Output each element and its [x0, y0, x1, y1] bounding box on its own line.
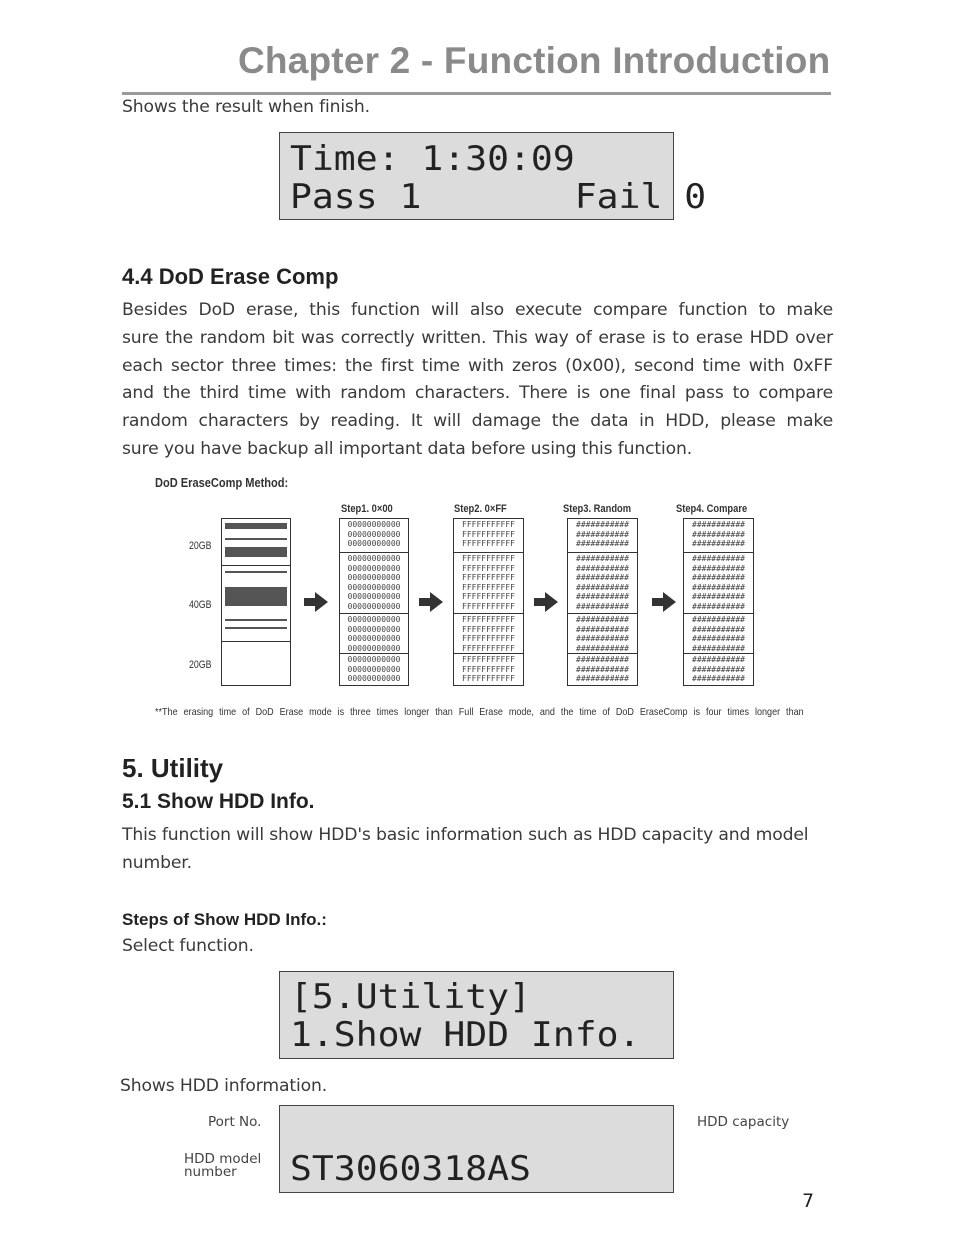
- pattern-line: 00000000000: [347, 539, 401, 548]
- size-label-40gb: 40GB: [189, 599, 212, 611]
- hdd-segment: [225, 523, 287, 529]
- pattern-block: [454, 553, 523, 614]
- lcd-utility-line: [5.Utility]: [290, 977, 531, 1017]
- pattern-line: 00000000000: [347, 664, 401, 674]
- pattern-line: FFFFFFFFFFF: [462, 554, 515, 563]
- hdd-disk-diagram: [221, 518, 291, 686]
- diagram-footnote: **The erasing time of DoD Erase mode is three times longer than Full Erase mode, and the time of DoD EraseComp is four times longer than: [155, 706, 804, 718]
- pattern-line: ###########: [692, 615, 745, 624]
- hdd-segment: [225, 619, 287, 621]
- lcd-show-hdd-info-line: 1.Show HDD Info.: [290, 1015, 641, 1055]
- pattern-line: ###########: [692, 529, 745, 539]
- pattern-line: FFFFFFFFFFF: [462, 601, 515, 611]
- pattern-line: FFFFFFFFFFF: [462, 655, 515, 664]
- step2-pattern-column: [453, 518, 524, 686]
- show-hdd-info-caption: Shows HDD information.: [120, 1076, 328, 1096]
- pattern-block: [568, 654, 637, 687]
- pattern-line: 00000000000: [347, 520, 401, 529]
- pattern-block: [454, 614, 523, 654]
- step4-pattern-column: [683, 518, 754, 686]
- pattern-line: ###########: [692, 520, 745, 529]
- paragraph-line: Besides DoD erase, this function will also execute compare function to make: [122, 300, 833, 320]
- section-heading-dod-comp: 4.4 DoD Erase Comp: [122, 264, 339, 289]
- pattern-line: 00000000000: [347, 643, 401, 653]
- pattern-line: 00000000000: [347, 615, 401, 624]
- utility-paragraph-line: This function will show HDD's basic information such as HDD capacity and model: [122, 825, 809, 845]
- hdd-divider: [222, 565, 290, 566]
- pattern-line: ###########: [692, 592, 745, 601]
- right-arrow-icon: [534, 592, 558, 612]
- pattern-line: ###########: [692, 634, 745, 643]
- pattern-line: FFFFFFFFFFF: [462, 520, 515, 529]
- pattern-line: FFFFFFFFFFF: [462, 529, 515, 539]
- pattern-line: ###########: [576, 624, 629, 634]
- pattern-line: ###########: [692, 655, 745, 664]
- pattern-line: ###########: [692, 624, 745, 634]
- steps-heading: Steps of Show HDD Info.:: [122, 910, 327, 929]
- hdd-capacity-label: HDD capacity: [697, 1114, 790, 1130]
- page-number: 7: [802, 1190, 815, 1212]
- lcd-utility-display: [279, 971, 674, 1059]
- pattern-line: ###########: [576, 643, 629, 653]
- paragraph-line: each sector three times: the first time with zeros (0x00), second time with 0xFF: [122, 355, 833, 376]
- pattern-line: FFFFFFFFFFF: [462, 582, 515, 592]
- pattern-line: 00000000000: [347, 674, 401, 683]
- lcd-pass-fail-line: Pass 1 Fail 0: [290, 177, 707, 217]
- pattern-line: ###########: [576, 563, 629, 573]
- pattern-line: FFFFFFFFFFF: [462, 563, 515, 573]
- hdd-segment: [225, 587, 287, 606]
- pattern-line: ###########: [576, 674, 629, 683]
- chapter-title: Chapter 2 - Function Introduction: [238, 40, 831, 81]
- step3-pattern-column: [567, 518, 638, 686]
- pattern-line: ###########: [576, 539, 629, 548]
- size-label-20gb-bottom: 20GB: [189, 659, 212, 671]
- pattern-line: ###########: [576, 655, 629, 664]
- pattern-line: 00000000000: [347, 624, 401, 634]
- select-function-caption: Select function.: [122, 936, 254, 956]
- pattern-line: ###########: [576, 554, 629, 563]
- result-caption: Shows the result when finish.: [122, 97, 370, 117]
- pattern-line: FFFFFFFFFFF: [462, 643, 515, 653]
- pattern-block: [568, 519, 637, 553]
- hdd-model-label-2: number: [184, 1164, 237, 1180]
- pattern-line: 00000000000: [347, 634, 401, 643]
- paragraph-line: sure the random bit was correctly written. This way of erase is to erase HDD over: [122, 327, 833, 348]
- paragraph-line: sure you have backup all important data before using this function.: [122, 438, 693, 459]
- pattern-block: [684, 614, 753, 654]
- pattern-line: 00000000000: [347, 582, 401, 592]
- pattern-line: 00000000000: [347, 592, 401, 601]
- pattern-line: ###########: [692, 539, 745, 548]
- pattern-line: FFFFFFFFFFF: [462, 592, 515, 601]
- step4-label: Step4. Compare: [676, 503, 748, 515]
- pattern-block: [454, 654, 523, 687]
- pattern-line: ###########: [692, 674, 745, 683]
- lcd-hdd-info-display: [279, 1105, 674, 1193]
- pattern-block: [340, 654, 408, 687]
- pattern-line: ###########: [576, 634, 629, 643]
- pattern-block: [684, 553, 753, 614]
- pattern-line: FFFFFFFFFFF: [462, 539, 515, 548]
- pattern-line: 00000000000: [347, 601, 401, 611]
- pattern-line: ###########: [692, 563, 745, 573]
- pattern-line: 00000000000: [347, 655, 401, 664]
- step1-label: Step1. 0×00: [341, 503, 393, 515]
- pattern-line: ###########: [692, 573, 745, 582]
- pattern-line: ###########: [576, 592, 629, 601]
- pattern-block: [340, 614, 408, 654]
- pattern-line: ###########: [576, 582, 629, 592]
- port-number-label: Port No.: [208, 1114, 262, 1130]
- pattern-line: ###########: [692, 582, 745, 592]
- right-arrow-icon: [419, 592, 443, 612]
- hdd-segment: [225, 627, 287, 629]
- lcd-result-display: [279, 132, 707, 220]
- pattern-line: ###########: [576, 529, 629, 539]
- pattern-block: [684, 654, 753, 687]
- pattern-line: ###########: [576, 615, 629, 624]
- dod-comp-paragraph: [122, 297, 833, 464]
- size-label-20gb-top: 20GB: [189, 540, 212, 552]
- hdd-divider: [222, 641, 290, 642]
- utility-paragraph-line: number.: [122, 853, 192, 873]
- right-arrow-icon: [652, 592, 676, 612]
- step2-label: Step2. 0×FF: [454, 503, 507, 515]
- pattern-line: FFFFFFFFFFF: [462, 624, 515, 634]
- diagram-title: DoD EraseComp Method:: [155, 475, 289, 490]
- right-arrow-icon: [304, 592, 328, 612]
- step3-label: Step3. Random: [563, 503, 632, 515]
- pattern-line: ###########: [692, 643, 745, 653]
- pattern-line: ###########: [692, 554, 745, 563]
- hdd-model-label: HDD model: [184, 1151, 262, 1167]
- pattern-line: ###########: [576, 520, 629, 529]
- pattern-line: FFFFFFFFFFF: [462, 615, 515, 624]
- hdd-segment: [225, 547, 287, 557]
- hdd-segment: [225, 571, 287, 573]
- pattern-block: [684, 519, 753, 553]
- pattern-line: ###########: [692, 664, 745, 674]
- pattern-line: FFFFFFFFFFF: [462, 664, 515, 674]
- pattern-line: 00000000000: [347, 529, 401, 539]
- pattern-line: ###########: [576, 573, 629, 582]
- pattern-line: FFFFFFFFFFF: [462, 674, 515, 683]
- lcd-time-line: Time: 1:30:09: [290, 139, 575, 179]
- subsection-heading-show-hdd-info: 5.1 Show HDD Info.: [122, 790, 315, 813]
- pattern-line: ###########: [692, 601, 745, 611]
- section-heading-utility: 5. Utility: [122, 753, 224, 783]
- pattern-line: 00000000000: [347, 573, 401, 582]
- pattern-line: 00000000000: [347, 563, 401, 573]
- pattern-line: ###########: [576, 601, 629, 611]
- step1-pattern-column: [339, 518, 409, 686]
- paragraph-line: random characters by reading. It will damage the data in HDD, please make: [122, 411, 833, 432]
- paragraph-line: and the third time with random characters. There is one final pass to compare: [122, 383, 833, 404]
- pattern-block: [568, 614, 637, 654]
- pattern-block: [340, 553, 408, 614]
- pattern-block: [454, 519, 523, 553]
- pattern-line: 00000000000: [347, 554, 401, 563]
- pattern-line: ###########: [576, 664, 629, 674]
- pattern-line: FFFFFFFFFFF: [462, 634, 515, 643]
- lcd-model-number-line: ST3060318AS: [290, 1149, 531, 1189]
- pattern-line: FFFFFFFFFFF: [462, 573, 515, 582]
- hdd-segment: [225, 538, 287, 540]
- pattern-block: [568, 553, 637, 614]
- pattern-block: [340, 519, 408, 553]
